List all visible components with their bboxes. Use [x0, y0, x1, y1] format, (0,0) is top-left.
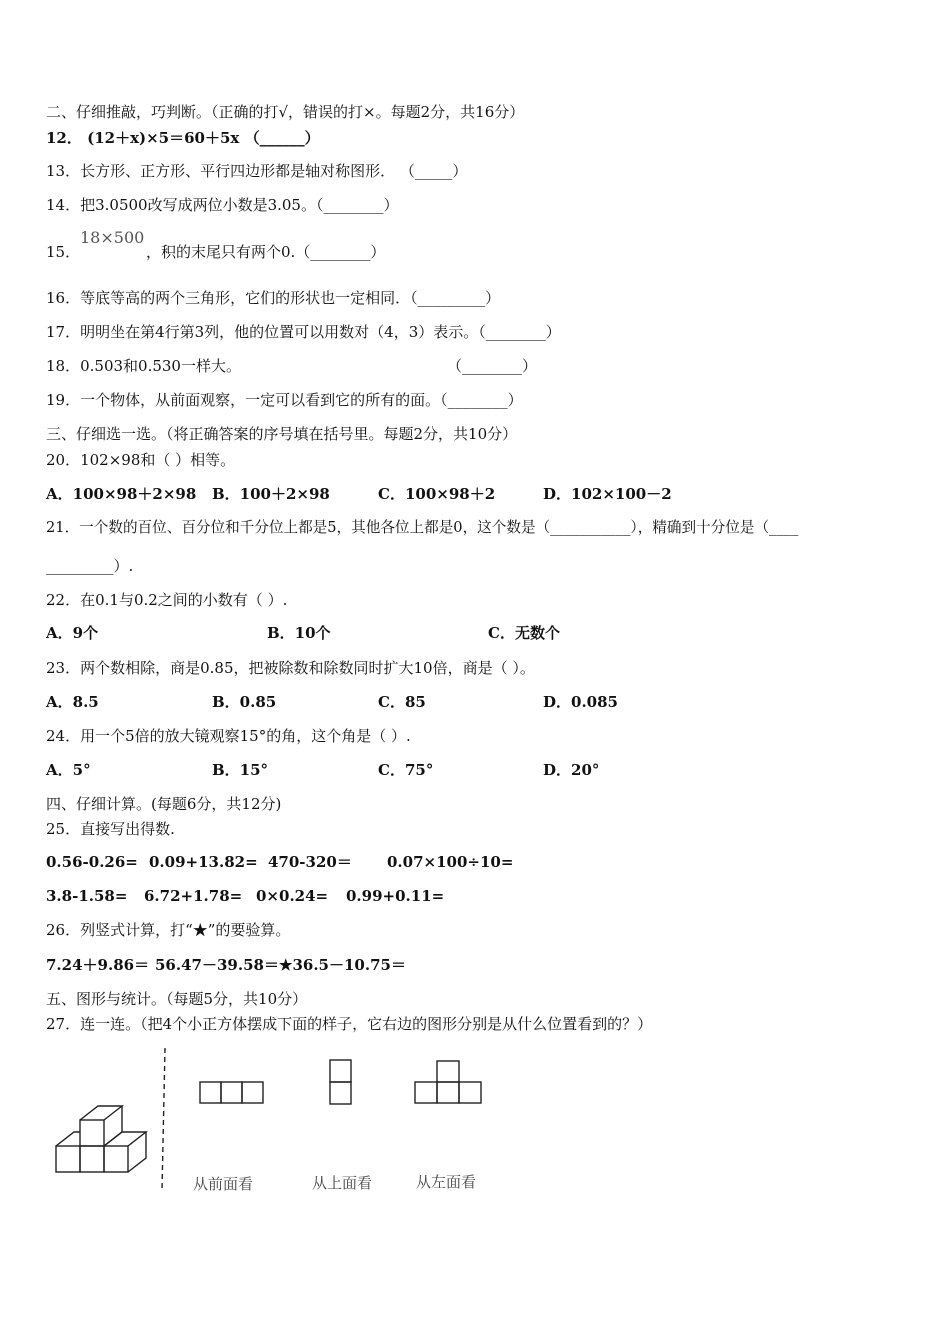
question-26: 26．列竖式计算，打“★”的要验算。	[46, 921, 291, 939]
question-22: 22．在0.1与0.2之间的小数有（ ）.	[46, 591, 288, 609]
question-13: 13．长方形、正方形、平行四边形都是轴对称图形． （_____）	[46, 162, 468, 180]
view-top-shape	[330, 1060, 351, 1104]
q23-option-c: C．85	[378, 693, 426, 711]
q25-item: 0.09+13.82=	[149, 853, 258, 871]
question-25: 25．直接写出得数.	[46, 820, 175, 838]
q23-option-b: B．0.85	[212, 693, 277, 711]
q25-item: 0.99+0.11=	[346, 887, 445, 905]
question-21-line1: 21．一个数的百位、百分位和千分位上都是5，其他各位上都是0，这个数是（___________），精确到十分位是（____	[46, 519, 799, 536]
section-2-title: 二、仔细推敲，巧判断。（正确的打√，错误的打×。每题2分，共16分）	[46, 103, 525, 121]
q22-option-a: A．9个	[46, 624, 99, 642]
cube-stack-drawing	[56, 1106, 146, 1172]
q20-option-c: C．100×98＋2	[378, 485, 496, 503]
section-5-title: 五、图形与统计。（每题5分，共10分）	[46, 990, 308, 1008]
q26-item: 56.47－39.58＝	[155, 956, 279, 974]
section-4-title: 四、仔细计算。(每题6分，共12分)	[46, 795, 282, 813]
question-17: 17．明明坐在第4行第3列，他的位置可以用数对（4，3）表示。（________）	[46, 323, 561, 341]
section-3-title: 三、仔细选一选。（将正确答案的序号填在括号里。每题2分，共10分）	[46, 425, 518, 443]
q22-option-c: C．无数个	[488, 624, 560, 642]
q25-item: 0.07×100÷10=	[387, 853, 514, 871]
question-18: 18．0.503和0.530一样大。	[46, 357, 241, 375]
question-15-number: 15．	[46, 243, 81, 261]
q20-option-d: D．102×100－2	[543, 485, 672, 503]
question-19: 19．一个物体，从前面观察，一定可以看到它的所有的面。（________）	[46, 391, 523, 409]
question-21-line2: _________）.	[46, 557, 134, 575]
q24-option-d: D．20°	[543, 761, 600, 779]
q23-option-d: D．0.085	[543, 693, 618, 711]
q25-item: 3.8-1.58=	[46, 887, 128, 905]
q26-item: ★36.5－10.75＝	[279, 956, 406, 974]
q25-item: 0×0.24=	[256, 887, 329, 905]
q25-item: 6.72+1.78=	[144, 887, 243, 905]
question-15-text: ，积的末尾只有两个0.（________）	[146, 243, 386, 261]
view-left-shape	[415, 1061, 481, 1103]
view-front-shape	[200, 1082, 263, 1103]
question-16: 16．等底等高的两个三角形，它们的形状也一定相同．（_________）	[46, 289, 501, 307]
question-24: 24．用一个5倍的放大镜观察15°的角，这个角是（ ）.	[46, 727, 411, 745]
question-12: 12． (12＋x)×5＝60＋5x （______）	[46, 129, 320, 147]
q23-option-a: A．8.5	[46, 693, 99, 711]
q25-item: 470-320＝	[268, 853, 352, 871]
q24-option-c: C．75°	[378, 761, 434, 779]
question-20: 20．102×98和（ ）相等。	[46, 451, 236, 469]
q20-option-a: A．100×98＋2×98	[46, 485, 197, 503]
q25-item: 0.56-0.26=	[46, 853, 138, 871]
q26-item: 7.24＋9.86＝	[46, 956, 150, 974]
question-15-expression: 18×500	[80, 228, 145, 247]
dashed-divider	[162, 1048, 165, 1190]
q24-option-a: A．5°	[46, 761, 91, 779]
label-front-view: 从前面看	[193, 1175, 254, 1193]
label-left-view: 从左面看	[416, 1173, 477, 1191]
question-23: 23．两个数相除，商是0.85，把被除数和除数同时扩大10倍，商是（ ）。	[46, 659, 535, 677]
label-top-view: 从上面看	[312, 1174, 373, 1192]
question-27: 27．连一连。（把4个小正方体摆成下面的样子，它右边的图形分别是从什么位置看到的？）	[46, 1015, 653, 1033]
q24-option-b: B．15°	[212, 761, 269, 779]
q22-option-b: B．10个	[267, 624, 331, 642]
question-14: 14．把3.0500改写成两位小数是3.05。（________）	[46, 196, 399, 214]
question-18-blank: （________）	[447, 357, 538, 375]
q20-option-b: B．100＋2×98	[212, 485, 330, 503]
